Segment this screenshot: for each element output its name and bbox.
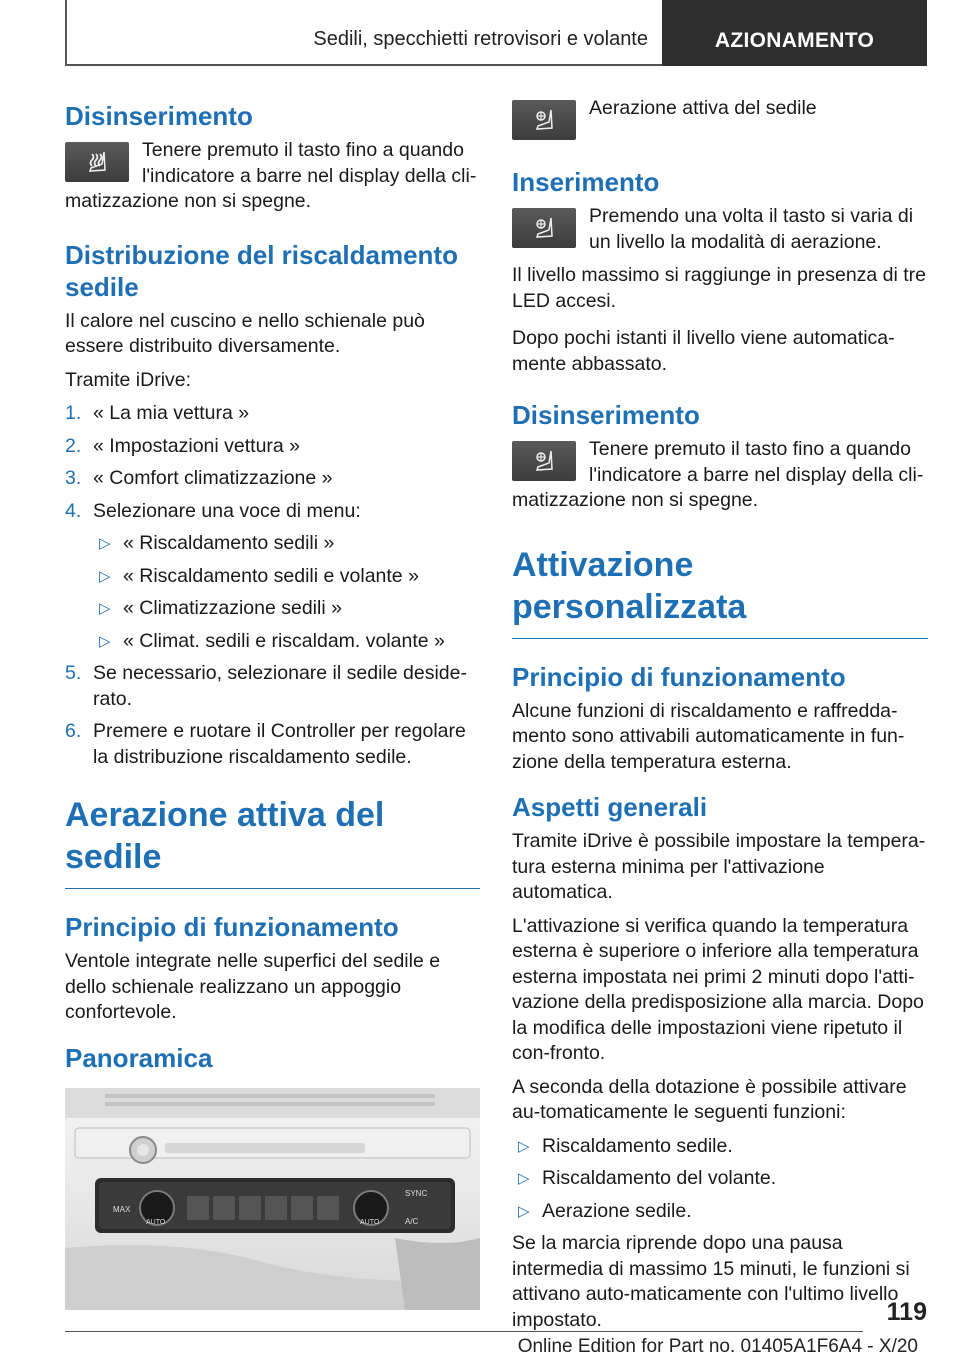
climate-panel-photo: [65, 1088, 480, 1310]
page-number: 119: [886, 1298, 927, 1326]
right-column: [512, 97, 928, 1341]
seat-ventilation-icon: [530, 214, 558, 242]
edition-text: Online Edition for Part no. 01405A1F6A4 - X/20: [517, 1336, 918, 1357]
menu-options-list: [93, 531, 480, 654]
footer-divider: [65, 1331, 863, 1332]
heading-panoramica: Panoramica: [65, 1042, 213, 1073]
seat-heating-icon: [83, 148, 111, 176]
disinserimento-right-text: Tenere premuto il tasto fino a quando l'indicatore a barre nel display della cli-matizzazione non si spegne.: [512, 438, 924, 511]
function-item: ▷ Aerazione sedile.: [512, 1199, 928, 1225]
climate-panel-illustration: [65, 1088, 480, 1310]
aspetti-p1: Tramite iDrive è possibile impostare la tempera-tura esterna minima per l'attivazione automatica.: [512, 830, 926, 903]
ventilation-caption: Aerazione attiva del sedile: [589, 97, 817, 119]
step-item: 5. Se necessario, selezionare il sedile deside-rato.: [65, 662, 467, 710]
seat-ventilation-button-image: [512, 100, 576, 140]
tramite-text: Tramite iDrive:: [65, 368, 192, 391]
principio-text-left: Ventole integrate nelle superfici del sedile e dello schienale realizzano un appoggio confortevole.: [65, 950, 441, 1023]
dopo-text: Dopo pochi istanti il livello viene automatica-mente abbassato.: [512, 327, 895, 375]
seat-ventilation-button-image: [512, 208, 576, 248]
triangle-bullet-icon: ▷: [99, 600, 111, 617]
photo-label-auto-right: AUTO: [360, 1218, 380, 1226]
step-item: 2. « Impostazioni vettura »: [65, 434, 301, 457]
heading-inserimento: Inserimento: [512, 167, 660, 197]
heading-disinserimento-right: Disinserimento: [512, 400, 700, 430]
function-item: ▷ Riscaldamento del volante.: [512, 1166, 928, 1192]
heading-attivazione: Attivazione personalizzata: [512, 544, 928, 639]
seat-ventilation-button-image: [512, 441, 576, 481]
seat-ventilation-icon: [530, 106, 558, 134]
inserimento-block: [512, 204, 928, 255]
disinserimento-right-block: [512, 437, 928, 514]
triangle-bullet-icon: ▷: [99, 567, 111, 585]
step-item: 1. « La mia vettura »: [65, 402, 250, 424]
heading-aspetti: Aspetti generali: [512, 792, 708, 822]
menu-option: ▷ « Riscaldamento sedili e volante »: [93, 564, 480, 590]
function-item: ▷ Riscaldamento sedile.: [512, 1134, 928, 1160]
menu-option: ▷ « Riscaldamento sedili »: [93, 531, 480, 557]
distribuzione-text: Il calore nel cuscino e nello schienale può essere distribuito diversamente.: [65, 309, 425, 357]
menu-option: ▷ « Climat. sedili e riscaldam. volante »: [93, 629, 480, 655]
heading-aerazione: Aerazione attiva del sedile: [65, 794, 480, 889]
final-text: Se la marcia riprende dopo una pausa intermedia di massimo 15 minuti, le funzioni si attivano auto-maticamente con l'ultimo livello impostato.: [512, 1232, 910, 1331]
heading-principio-left: Principio di funzionamento: [65, 912, 399, 942]
photo-label-max: MAX: [113, 1204, 131, 1214]
left-column: [65, 100, 480, 1310]
disinserimento-block: [65, 138, 480, 215]
step-item: 4. Selezionare una voce di menu: ▷ « Riscaldamento sedili » ▷ « Riscaldamento sedili e volante » ▷ « Climatizzazione sedili » ▷ « Climat. sedili e riscaldam. volante »: [65, 499, 480, 655]
photo-label-auto-left: AUTO: [146, 1218, 166, 1226]
livello-text: Il livello massimo si raggiunge in presenza di tre LED accesi.: [512, 264, 927, 312]
section-title: Sedili, specchietti retrovisori e volante: [65, 0, 662, 66]
seat-heating-button-image: [65, 142, 129, 182]
menu-option: ▷ « Climatizzazione sedili »: [93, 596, 480, 622]
triangle-bullet-icon: ▷: [518, 1137, 530, 1155]
inserimento-text: Premendo una volta il tasto si varia di un livello la modalità di aerazione.: [589, 205, 914, 253]
triangle-bullet-icon: ▷: [518, 1170, 530, 1187]
photo-label-sync: SYNC: [405, 1188, 428, 1198]
heading-principio-right: Principio di funzionamento: [512, 661, 846, 692]
aspetti-p3: A seconda della dotazione è possibile attivare au-tomaticamente le seguenti funzioni:: [512, 1075, 907, 1123]
functions-list: [512, 1134, 928, 1225]
aspetti-p2: L'attivazione si verifica quando la temperatura esterna è superiore o inferiore alla temperatura esterna impostata nei primi 2 minuti dopo l'atti-vazione della predisposizione alla marcia. Dopo la modifica delle impostazioni viene ripetuto il con-fronto.: [512, 914, 924, 1064]
page-header: [65, 0, 927, 66]
disinserimento-text: Tenere premuto il tasto fino a quando l'indicatore a barre nel display della cli-matizzazione non si spegne.: [65, 139, 477, 212]
step-item: 3. « Comfort climatizzazione »: [65, 467, 333, 489]
triangle-bullet-icon: ▷: [99, 535, 111, 552]
ventilation-caption-block: [512, 96, 928, 142]
idrive-steps: [65, 401, 480, 770]
photo-label-ac: A/C: [405, 1216, 419, 1226]
chapter-tab: AZIONAMENTO: [662, 0, 927, 66]
principio-text-right: Alcune funzioni di riscaldamento e raffredda-mento sono attivabili automaticamente in fun-zione della temperatura esterna.: [512, 699, 905, 773]
triangle-bullet-icon: ▷: [518, 1202, 530, 1220]
heading-disinserimento: Disinserimento: [65, 101, 253, 131]
step-item: 6. Premere e ruotare il Controller per regolare la distribuzione riscaldamento sedile.: [65, 720, 466, 768]
triangle-bullet-icon: ▷: [99, 632, 111, 650]
heading-distribuzione: Distribuzione del riscaldamento sedile: [65, 239, 458, 302]
seat-ventilation-icon: [530, 447, 558, 475]
